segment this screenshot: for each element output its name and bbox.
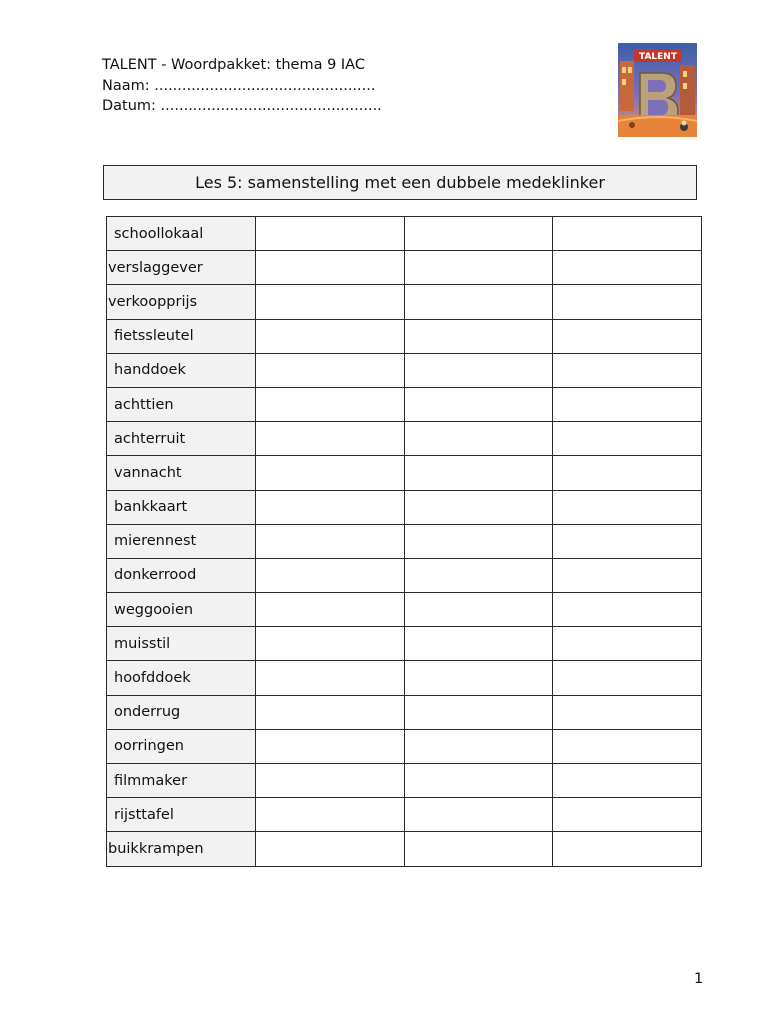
answer-cell[interactable]: [256, 422, 405, 456]
answer-cell[interactable]: [553, 456, 702, 490]
answer-cell[interactable]: [256, 490, 405, 524]
table-row: [107, 729, 702, 763]
table-row: [107, 251, 702, 285]
answer-cell[interactable]: [404, 832, 553, 866]
table-row: [107, 627, 702, 661]
table-row: [107, 456, 702, 490]
word-cell: muisstil: [107, 627, 256, 661]
answer-cell[interactable]: [553, 593, 702, 627]
answer-cell[interactable]: [256, 798, 405, 832]
word-cell: achterruit: [107, 422, 256, 456]
word-cell: onderrug: [107, 695, 256, 729]
answer-cell[interactable]: [553, 387, 702, 421]
answer-cell[interactable]: [256, 387, 405, 421]
lesson-title: Les 5: samenstelling met een dubbele medeklinker: [195, 173, 605, 192]
table-row: [107, 422, 702, 456]
answer-cell[interactable]: [404, 729, 553, 763]
book-cover-icon: [618, 43, 697, 137]
word-table: [106, 216, 702, 867]
word-cell: oorringen: [107, 729, 256, 763]
answer-cell[interactable]: [256, 593, 405, 627]
word-cell: filmmaker: [107, 764, 256, 798]
word-cell: rijsttafel: [107, 798, 256, 832]
answer-cell[interactable]: [553, 524, 702, 558]
answer-cell[interactable]: [404, 251, 553, 285]
answer-cell[interactable]: [553, 217, 702, 251]
answer-cell[interactable]: [404, 490, 553, 524]
answer-cell[interactable]: [404, 285, 553, 319]
answer-cell[interactable]: [404, 387, 553, 421]
answer-cell[interactable]: [404, 764, 553, 798]
word-cell: verslaggever: [107, 251, 256, 285]
word-cell: schoollokaal: [107, 217, 256, 251]
answer-cell[interactable]: [256, 627, 405, 661]
word-cell: handdoek: [107, 353, 256, 387]
answer-cell[interactable]: [404, 798, 553, 832]
word-cell: verkoopprijs: [107, 285, 256, 319]
word-cell: mierennest: [107, 524, 256, 558]
answer-cell[interactable]: [256, 319, 405, 353]
table-row: [107, 832, 702, 866]
answer-cell[interactable]: [404, 319, 553, 353]
table-row: [107, 524, 702, 558]
word-cell: vannacht: [107, 456, 256, 490]
header-block: [102, 55, 382, 117]
word-cell: achttien: [107, 387, 256, 421]
answer-cell[interactable]: [404, 422, 553, 456]
worksheet-title: TALENT - Woordpakket: thema 9 IAC: [102, 57, 365, 73]
answer-cell[interactable]: [404, 661, 553, 695]
answer-cell[interactable]: [553, 558, 702, 592]
word-cell: weggooien: [107, 593, 256, 627]
table-row: [107, 353, 702, 387]
answer-cell[interactable]: [553, 319, 702, 353]
table-row: [107, 798, 702, 832]
answer-cell[interactable]: [404, 558, 553, 592]
answer-cell[interactable]: [256, 353, 405, 387]
answer-cell[interactable]: [404, 524, 553, 558]
answer-cell[interactable]: [553, 285, 702, 319]
answer-cell[interactable]: [404, 353, 553, 387]
date-line: Datum: ................................................: [102, 98, 382, 114]
answer-cell[interactable]: [256, 661, 405, 695]
word-cell: buikkrampen: [107, 832, 256, 866]
table-row: [107, 764, 702, 798]
answer-cell[interactable]: [404, 627, 553, 661]
table-row: [107, 285, 702, 319]
table-row: [107, 661, 702, 695]
name-line: Naam: ................................................: [102, 77, 376, 94]
table-row: [107, 319, 702, 353]
answer-cell[interactable]: [553, 798, 702, 832]
answer-cell[interactable]: [553, 353, 702, 387]
answer-cell[interactable]: [256, 695, 405, 729]
answer-cell[interactable]: [256, 285, 405, 319]
word-cell: fietssleutel: [107, 319, 256, 353]
answer-cell[interactable]: [553, 695, 702, 729]
svg-text:TALENT: TALENT: [639, 52, 677, 62]
answer-cell[interactable]: [553, 627, 702, 661]
lesson-title-box: [103, 165, 697, 200]
page-number: 1: [694, 971, 704, 987]
answer-cell[interactable]: [256, 729, 405, 763]
answer-cell[interactable]: [553, 729, 702, 763]
table-row: [107, 558, 702, 592]
answer-cell[interactable]: [256, 558, 405, 592]
answer-cell[interactable]: [404, 456, 553, 490]
answer-cell[interactable]: [553, 764, 702, 798]
answer-cell[interactable]: [553, 251, 702, 285]
answer-cell[interactable]: [553, 490, 702, 524]
table-row: [107, 490, 702, 524]
answer-cell[interactable]: [256, 251, 405, 285]
answer-cell[interactable]: [553, 422, 702, 456]
answer-cell[interactable]: [553, 832, 702, 866]
table-row: [107, 695, 702, 729]
word-cell: donkerrood: [107, 558, 256, 592]
answer-cell[interactable]: [404, 593, 553, 627]
answer-cell[interactable]: [256, 217, 405, 251]
answer-cell[interactable]: [553, 661, 702, 695]
table-row: [107, 387, 702, 421]
answer-cell[interactable]: [256, 524, 405, 558]
word-cell: hoofddoek: [107, 661, 256, 695]
word-cell: bankkaart: [107, 490, 256, 524]
answer-cell[interactable]: [404, 217, 553, 251]
answer-cell[interactable]: [256, 456, 405, 490]
table-row: [107, 217, 702, 251]
answer-cell[interactable]: [256, 832, 405, 866]
answer-cell[interactable]: [404, 695, 553, 729]
answer-cell[interactable]: [256, 764, 405, 798]
table-row: [107, 593, 702, 627]
